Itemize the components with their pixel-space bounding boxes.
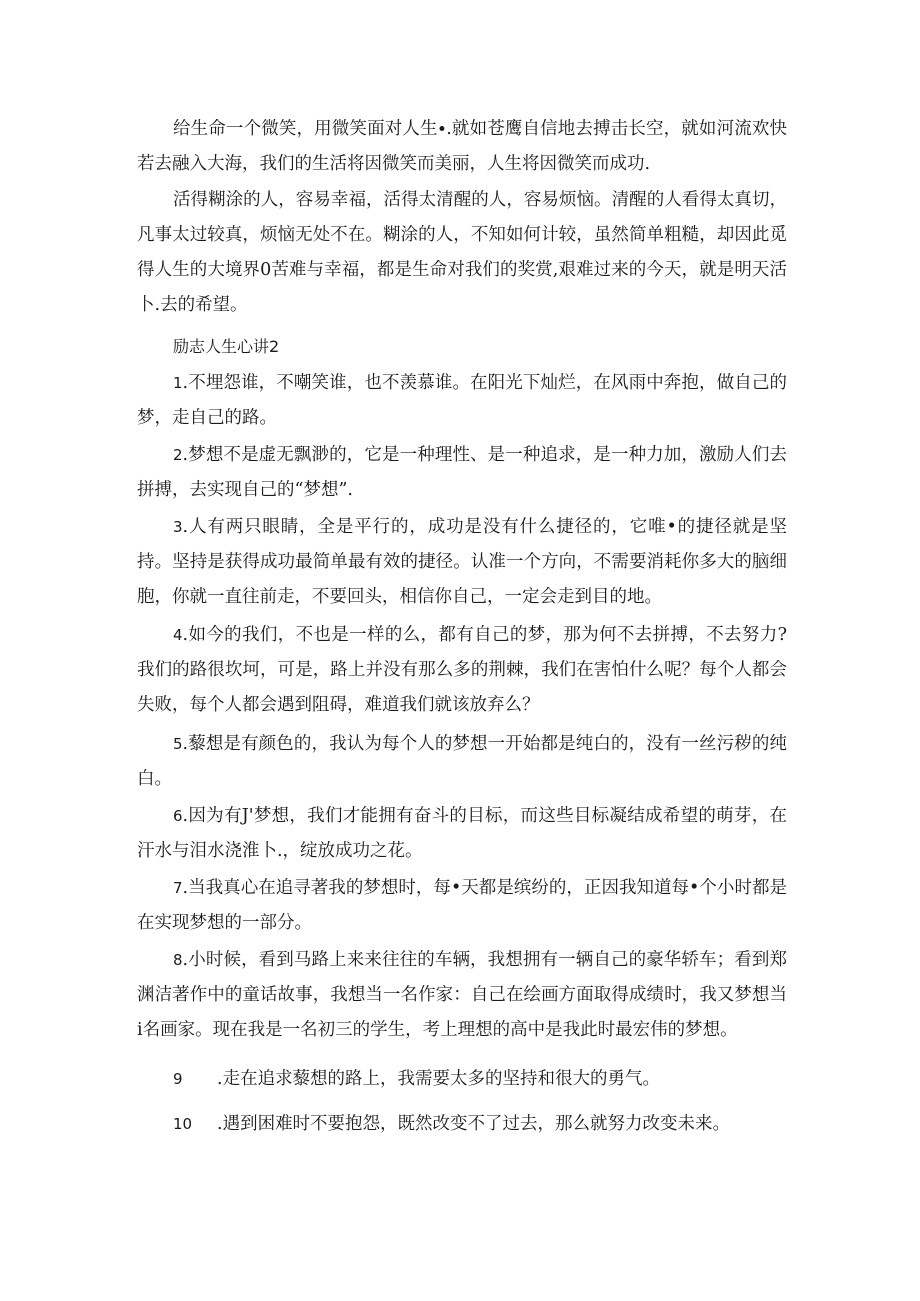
document-page (137, 0, 787, 1301)
item-text: .藜想是有颜色的，我认为每个人的梦想一开始都是纯白的，没有一丝污秽的纯白。 (137, 734, 787, 789)
list-item-6 (137, 799, 787, 869)
item-number: 8 (173, 951, 183, 969)
item-number: 1 (173, 374, 183, 392)
intro-paragraph-1: 给生命一个微笑，用微笑面对人生∙.就如苍鹰自信地去搏击长空，就如河流欢快若去融入大海，我们的生活将因微笑而美丽，人生将因微笑而成功. (137, 119, 787, 174)
intro-paragraph-2: 活得糊涂的人，容易幸福，活得太清醒的人，容易烦恼。清醒的人看得太真切，凡事太过较真，烦恼无处不在。糊涂的人，不知如何计较，虽然简单粗糙，却因此觅得人生的大境界0苦难与幸福，都是生命对我们的奖赏,艰难过来的今天，就是明天活卜.去的希望。 (137, 190, 787, 315)
item-number: 10 (173, 1115, 193, 1133)
list-item-8 (137, 943, 787, 1048)
item-number: 6 (173, 807, 183, 825)
item-text: .因为有J'梦想，我们才能拥有奋斗的目标，而这些目标凝结成希望的萌芽，在汗水与泪水浇淮卜.，绽放成功之花。 (137, 806, 787, 861)
item-text: .不埋怨谁，不嘲笑谁，也不羡慕谁。在阳光下灿烂，在风雨中奔抱，做自己的梦，走自己的路。 (137, 373, 787, 428)
list-item-5 (137, 727, 787, 797)
item-text: .如今的我们，不也是一样的么，都有自己的梦，那为何不去拼搏，不去努力?我们的路很坎坷，可是，路上并没有那么多的荆棘，我们在害怕什么呢？每个人都会失败，每个人都会遇到阻碍，难道我们就该放弃么？ (137, 625, 787, 715)
item-text: .小时候，看到马路上来来往往的车辆，我想拥有一辆自己的豪华轿车；看到郑渊洁著作中的童话故事，我想当一名作家：自己在绘画方面取得成绩时，我又梦想当i名画家。现在我是一名初三的学生，考上理想的高中是我此时最宏伟的梦想。 (137, 950, 787, 1040)
list-item-4 (137, 618, 787, 723)
item-number: 3 (173, 518, 183, 536)
item-text: .梦想不是虚无飘渺的，它是一种理性、是一种追求，是一种力加，激励人们去拼搏，去实现自己的“梦想”. (137, 445, 787, 500)
section-heading: 励志人生心讲2 (173, 337, 280, 356)
list-item-9 (173, 1067, 660, 1091)
item-text: .走在追求藜想的路上，我需要太多的坚持和很大的勇气。 (217, 1069, 661, 1089)
list-item-3 (137, 510, 787, 615)
item-number: 5 (173, 735, 183, 753)
item-number: 2 (173, 446, 183, 464)
list-item-1 (137, 366, 787, 436)
item-text: .当我真心在追寻著我的梦想时，每•天都是缤纷的，正因我知道每•个小时都是在实现梦想的一部分。 (137, 878, 787, 933)
list-item-7 (137, 871, 787, 941)
item-number: 9 (173, 1070, 183, 1088)
list-item-10 (173, 1112, 730, 1136)
item-number: 4 (173, 626, 183, 644)
item-text: .人有两只眼睛，全是平行的，成功是没有什么捷径的，它唯•的捷径就是坚持。坚持是获得成功最简单最有效的捷径。认准一个方向，不需要消耗你多大的脑细胞，你就一直往前走，不要回头，相信你自己，一定会走到目的地。 (137, 517, 787, 607)
list-item-2 (137, 438, 787, 508)
item-text: .遇到困难时不要抱怨，既然改变不了过去，那么就努力改变未来。 (217, 1114, 731, 1134)
item-number: 7 (173, 879, 183, 897)
